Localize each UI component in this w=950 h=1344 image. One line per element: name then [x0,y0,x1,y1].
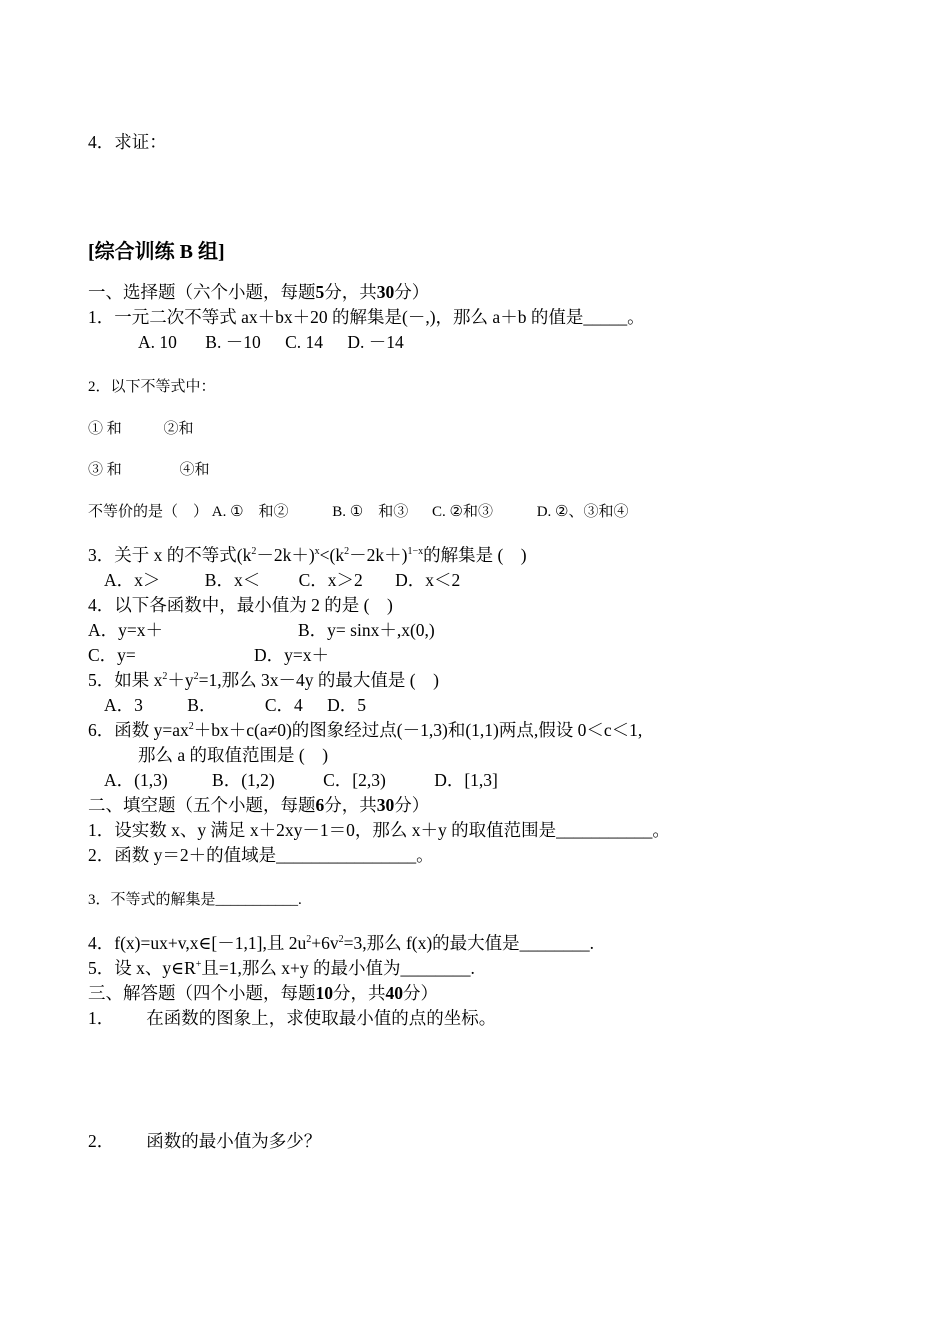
fill-q5-text-2: 且=1,那么 x+y 的最小值为________. [201,958,475,978]
part2-title-text: 二、填空题（五个小题，每题 [88,795,316,815]
mc-q6-option-c: C．[2,3) [323,770,386,790]
solve-q2-number: 2． [88,1131,115,1151]
mc-q2-option-d: D. ②、③和④ [536,504,629,520]
mc-q5-options [104,694,366,716]
mc-q2-row1 [88,418,194,440]
mc-q3-option-b: B．x＜ [204,570,261,590]
mc-q3-text-2: －2k＋) [256,545,315,565]
mc-q5 [88,669,439,691]
mc-q5-option-c: C．4 [264,695,303,715]
part1-title-end: 分） [394,282,430,302]
mc-q1-options [138,331,404,353]
mc-q5-option-b: B． [187,695,217,715]
mc-q3-sup-4: 1−x [407,546,424,557]
mc-q6 [88,719,642,741]
mc-q2-item-3: ③ 和 [88,462,122,478]
section-heading: [综合训练 B 组] [88,241,225,263]
mc-q4: 4．以下各函数中，最小值为 2 的是 ( ) [88,595,393,615]
fill-q4-text-3: =3,那么 f(x)的最大值是________. [343,933,595,953]
fill-q3: 3．不等式的解集是___________. [88,892,302,908]
mc-q3-option-d: D．x＜2 [395,570,461,590]
part1-title-text: 一、选择题（六个小题，每题 [88,282,316,302]
part2-score: 6 [315,795,325,815]
part2-title-end: 分） [394,795,430,815]
mc-q6-option-a: A．(1,3) [104,770,168,790]
part3-title-end: 分） [403,983,438,1003]
mc-q3-options [104,569,460,591]
mc-q3-sup-1: 2 [251,546,257,557]
mc-q5-sup-1: 2 [162,671,168,682]
part3-score: 10 [315,983,333,1003]
part2-title-mid: 分，共 [324,795,377,815]
mc-q6-option-b: B．(1,2) [212,770,275,790]
fill-q4 [88,932,594,954]
mc-q3-option-c: C．x＞2 [298,570,363,590]
part3-total: 40 [385,983,403,1003]
proof-question-4: 4．求证： [88,132,167,152]
mc-q4-option-b: B．y= sinx＋,x(0,) [298,620,435,640]
mc-q6-option-d: D．[1,3] [434,770,498,790]
mc-q5-text-2: ＋y [167,670,194,690]
fill-q1: 1．设实数 x、y 满足 x＋2xy－1＝0，那么 x＋y 的取值范围是___________。 [88,820,670,840]
mc-q3-text-3: <(k [319,545,345,565]
fill-q2: 2．函数 y＝2＋的值域是________________。 [88,845,434,865]
fill-q5-text-1: 5．设 x、y∈R [88,958,196,978]
solve-q2 [88,1130,321,1152]
solve-q1 [88,1007,496,1029]
mc-q2-option-c: C. ②和③ [432,504,493,520]
part3-title-text: 三、解答题（四个小题，每题 [88,983,316,1003]
mc-q4-option-c: C．y= [88,645,136,665]
fill-q5-sup-1: + [195,959,202,970]
solve-q1-number: 1． [88,1008,115,1028]
fill-q4-text-2: +6v [311,933,339,953]
mc-q6-text-1: 6．函数 y=ax [88,720,189,740]
mc-q5-text-1: 5．如果 x [88,670,163,690]
mc-q6-line2: 那么 a 的取值范围是 ( ) [138,745,329,765]
fill-q4-sup-2: 2 [338,934,344,945]
fill-q5 [88,957,475,979]
mc-q1: 1．一元二次不等式 ax＋bx＋20 的解集是(－,)，那么 a＋b 的值是_____。 [88,307,645,327]
mc-q6-options [104,769,498,791]
part1-title [88,281,429,303]
mc-q5-option-d: D．5 [327,695,367,715]
mc-q1-option-a: A. 10 [138,332,177,352]
mc-q5-sup-2: 2 [193,671,199,682]
part1-total: 30 [376,282,395,302]
fill-q4-sup-1: 2 [306,934,312,945]
mc-q5-option-a: A．3 [104,695,143,715]
mc-q2-option-b: B. ① 和③ [332,504,409,520]
mc-q1-option-b: B. －10 [205,332,261,352]
mc-q1-option-d: D. －14 [347,332,404,352]
part2-title [88,794,429,816]
mc-q2-options [88,501,628,523]
mc-q2-item-4: ④和 [179,462,210,478]
mc-q3 [88,544,527,566]
mc-q3-sup-2: x [314,546,320,557]
mc-q4-option-d: D．y=x＋ [254,645,330,665]
mc-q3-text-1: 3．关于 x 的不等式(k [88,545,252,565]
part3-title-mid: 分，共 [333,983,386,1003]
mc-q6-sup-1: 2 [188,721,194,732]
mc-q1-option-c: C. 14 [285,332,324,352]
part2-total: 30 [376,795,395,815]
part3-title [88,982,438,1004]
part1-score: 5 [315,282,325,302]
solve-q1-text: 在函数的图象上，求使取最小值的点的坐标。 [146,1008,497,1028]
mc-q6-text-2: ＋bx＋c(a≠0)的图象经过点(－1,3)和(1,1)两点,假设 0＜c＜1, [193,720,643,740]
fill-q4-text-1: 4．f(x)=ux+v,x∈[－1,1],且 2u [88,933,307,953]
solve-q2-text: 函数的最小值为多少？ [146,1131,322,1151]
mc-q2-tail: 不等价的是（ ） [88,504,209,520]
mc-q3-option-a: A．x＞ [104,570,161,590]
mc-q3-text-4: －2k＋) [349,545,408,565]
mc-q5-text-3: =1,那么 3x－4y 的最大值是 ( ) [198,670,439,690]
mc-q2-stem: 2．以下不等式中： [88,379,216,395]
mc-q2-item-2: ②和 [163,421,194,437]
part1-title-mid: 分，共 [324,282,377,302]
mc-q2-row2 [88,459,210,481]
mc-q3-text-5: 的解集是 ( ) [423,545,527,565]
mc-q4-option-a: A．y=x＋ [88,620,164,640]
mc-q3-sup-3: 2 [344,546,350,557]
mc-q2-item-1: ① 和 [88,421,122,437]
mc-q2-option-a: A. ① 和② [211,504,289,520]
